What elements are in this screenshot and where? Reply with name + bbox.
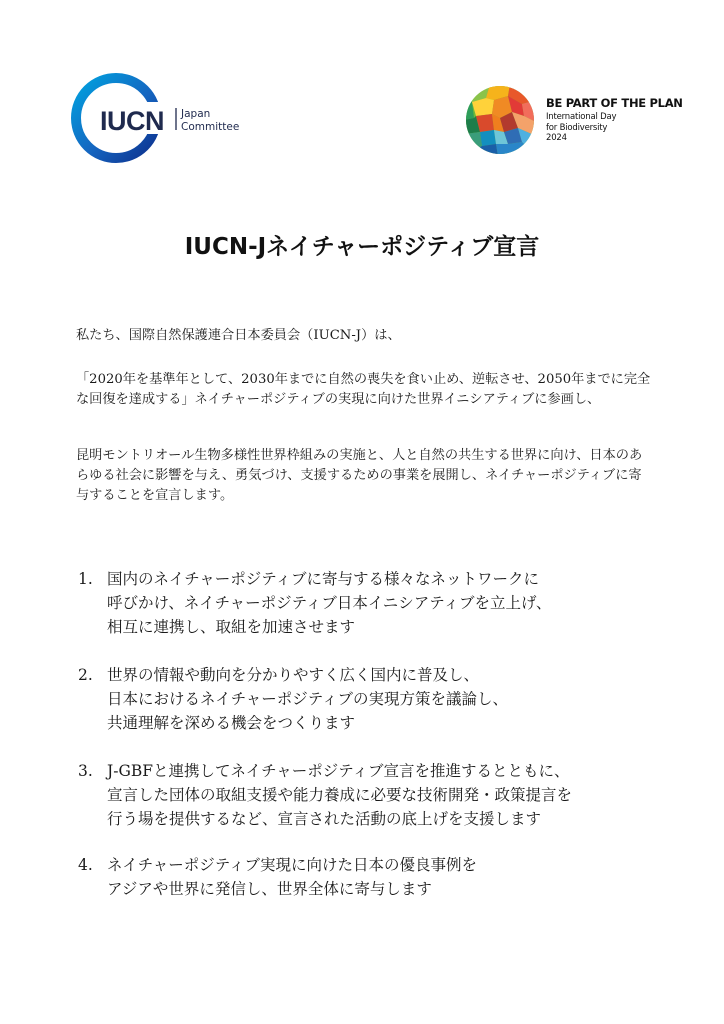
commitment-line: アジアや世界に発信し、世界全体に寄与します [107,880,432,898]
campaign-title: BE PART OF THE PLAN [546,96,683,110]
iucn-logo-wordmark: IUCN [100,106,164,136]
commitment-number: 3. [78,762,93,780]
commitment-line: 共通理解を深める機会をつくります [107,714,356,732]
commitment-line: ネイチャーポジティブ実現に向けた日本の優良事例を [107,856,477,874]
commitment-line: 国内のネイチャーポジティブに寄与する様々なネットワークに [107,570,539,588]
commitment-line: 宣言した団体の取組支援や能力養成に必要な技術開発・政策提言を [107,786,573,804]
iucn-logo-japan: Japan [181,108,211,120]
biodiversity-day-logo [464,84,683,156]
intro-paragraph-1: 私たち、国際自然保護連合日本委員会（IUCN-J）は、 [76,328,401,343]
page-title: IUCN-Jネイチャーポジティブ宣言 [184,234,540,260]
commitment-line: J-GBFと連携してネイチャーポジティブ宣言を推進するとともに、 [107,762,570,780]
commitment-item-3 [78,759,678,831]
biodiversity-mosaic-icon [464,84,536,156]
commitment-number: 4. [78,856,93,874]
commitment-line: 相互に連携し、取組を加速させます [107,618,356,636]
commitment-number: 2. [78,666,93,684]
commitment-line: 呼びかけ、ネイチャーポジティブ日本イニシアティブを立上げ、 [107,594,552,612]
commitment-line: 行う場を提供するなど、宣言された活動の底上げを支援します [107,810,542,828]
commitment-number: 1. [78,570,93,588]
commitment-item-1 [78,567,678,639]
commitment-line: 日本におけるネイチャーポジティブの実現方策を議論し、 [107,690,508,708]
commitment-item-4 [78,853,678,901]
campaign-subtitle: International Day for Biodiversity 2024 [546,112,617,143]
commitment-item-2 [78,663,678,735]
intro-paragraph-3: 昆明モントリオール生物多様性世界枠組みの実施と、人と自然の共生する世界に向け、日本のあらゆる社会に影響を与え、勇気づけ、支援するための事業を展開し、ネイチャーポジティブに寄与することを宣言します。 [76,448,643,503]
iucn-japan-logo [70,72,260,164]
iucn-logo-committee: Committee [181,121,240,133]
intro-paragraph-2: 「2020年を基準年として、2030年までに自然の喪失を食い止め、逆転させ、2050年までに完全な回復を達成する」ネイチャーポジティブの実現に向けた世界イニシアティブに参画し、 [76,372,651,407]
commitment-line: 世界の情報や動向を分かりやすく広く国内に普及し、 [107,666,480,684]
